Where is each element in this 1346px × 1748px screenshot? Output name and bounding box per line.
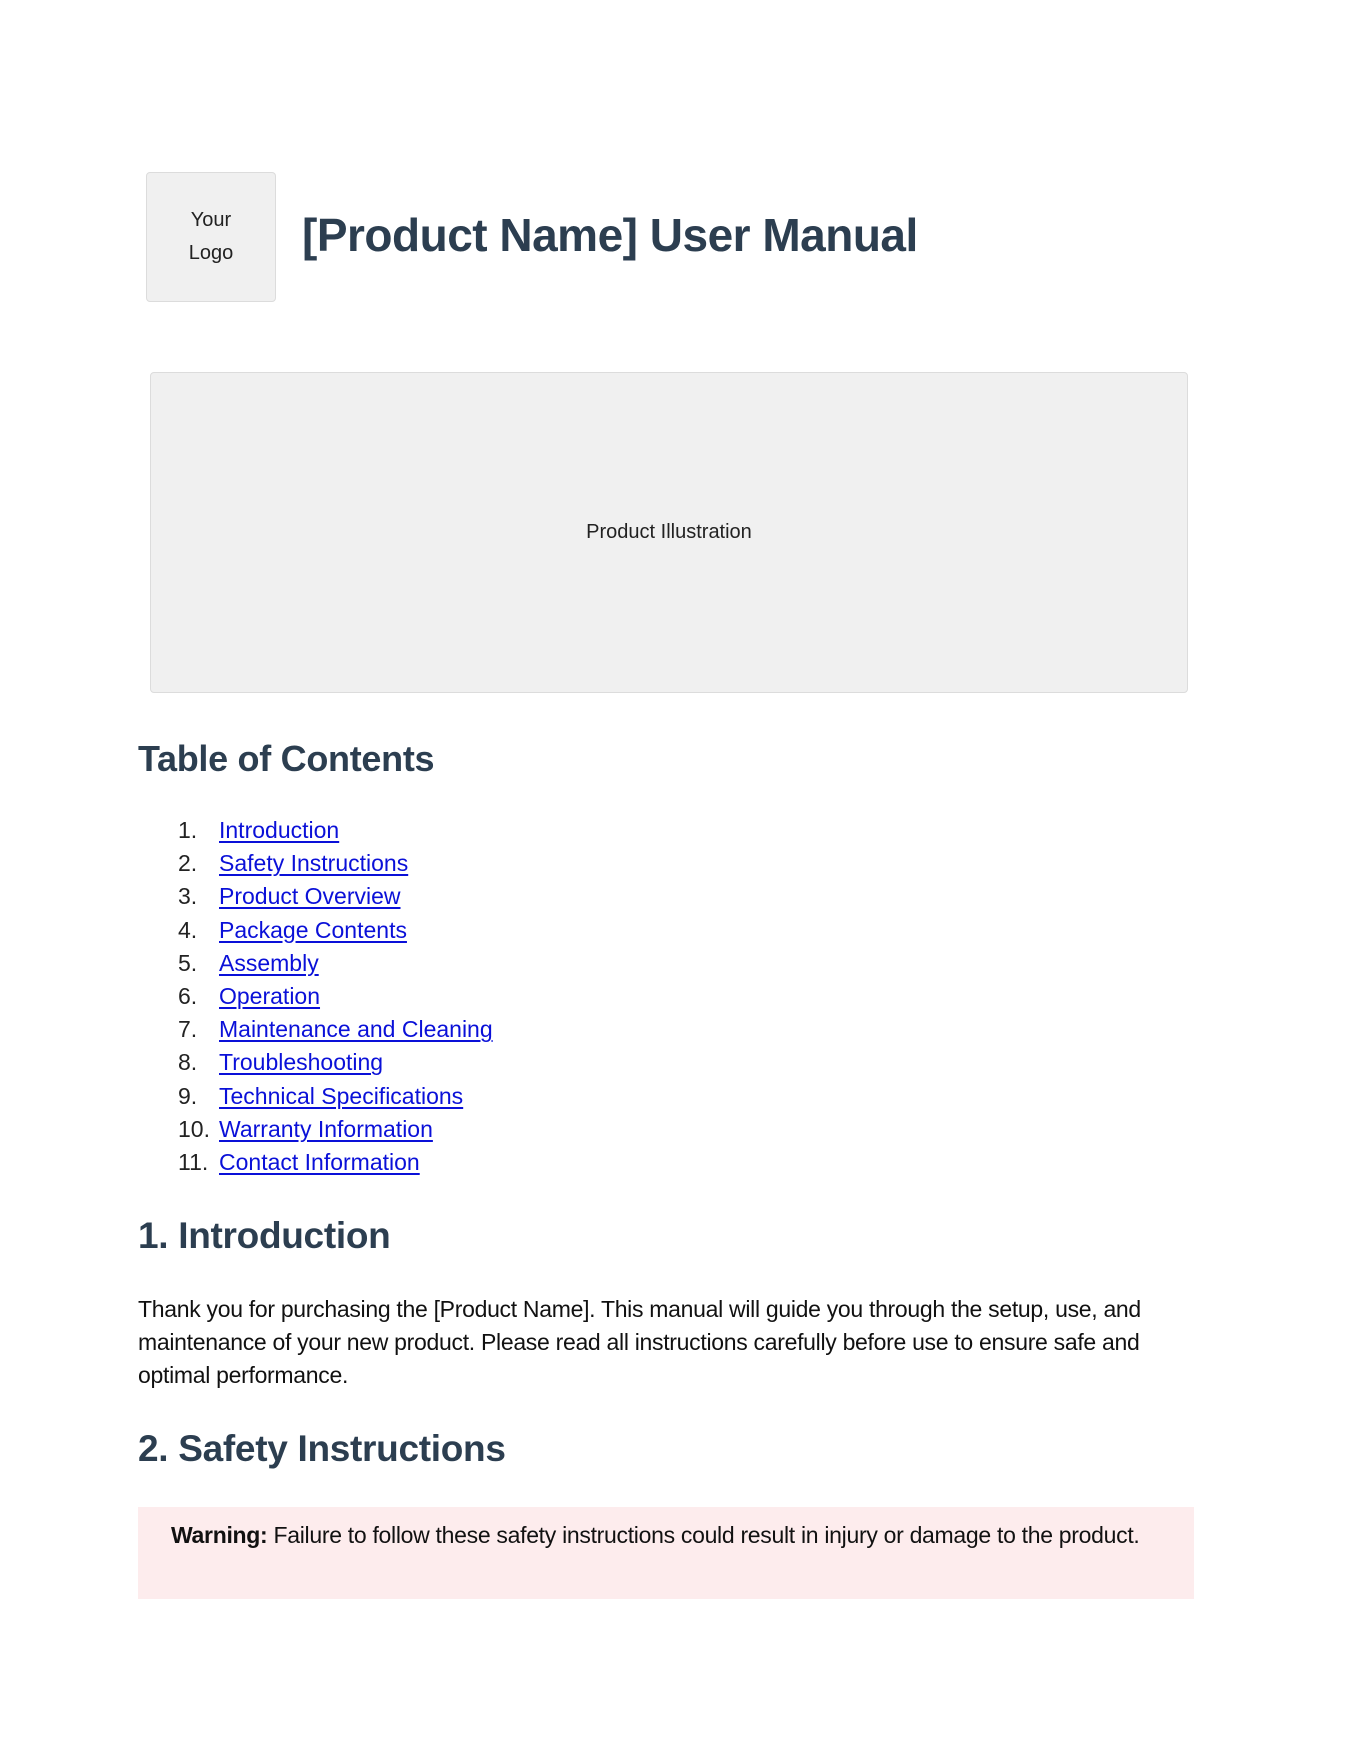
toc-item-number: 1. xyxy=(178,817,198,843)
toc-link[interactable]: Technical Specifications xyxy=(219,1082,464,1109)
toc-link[interactable]: Safety Instructions xyxy=(219,850,409,877)
toc-item xyxy=(178,1046,493,1079)
toc-item xyxy=(178,1013,493,1046)
table-of-contents xyxy=(178,814,493,1179)
product-illustration-placeholder xyxy=(150,372,1188,693)
toc-item-number: 8. xyxy=(178,1049,198,1076)
toc-item xyxy=(178,914,493,947)
toc-link[interactable]: Product Overview xyxy=(219,883,401,910)
toc-item-number: 6. xyxy=(178,982,198,1009)
toc-link[interactable]: Contact Information xyxy=(219,1148,420,1175)
page-title: [Product Name] User Manual xyxy=(302,209,918,261)
toc-item-number: 4. xyxy=(178,916,198,943)
toc-item xyxy=(178,1113,493,1146)
toc-link[interactable]: Warranty Information xyxy=(219,1115,433,1142)
illustration-label: Product Illustration xyxy=(586,521,752,543)
warning-callout xyxy=(138,1507,1194,1599)
toc-item-number: 7. xyxy=(178,1016,198,1043)
toc-item-number: 9. xyxy=(178,1082,198,1109)
toc-link[interactable]: Troubleshooting xyxy=(219,1049,384,1076)
toc-link[interactable]: Operation xyxy=(219,982,321,1009)
introduction-paragraph: Thank you for purchasing the [Product Name]. This manual will guide you through the setup, use, and maintenance of your new product. Please read all instructions carefully before use to ensure safe and optimal performance. xyxy=(138,1296,1141,1388)
toc-item xyxy=(178,1080,493,1113)
toc-item-number: 5. xyxy=(178,949,198,976)
toc-link[interactable]: Assembly xyxy=(219,949,319,976)
warning-label: Warning: xyxy=(171,1522,268,1548)
logo-text-line1: Your xyxy=(190,209,232,231)
toc-item-number: 3. xyxy=(178,883,198,910)
toc-item xyxy=(178,814,493,847)
introduction-heading: 1. Introduction xyxy=(138,1215,391,1256)
safety-heading: 2. Safety Instructions xyxy=(138,1428,506,1469)
toc-item xyxy=(178,847,493,880)
toc-heading: Table of Contents xyxy=(138,738,435,779)
logo-placeholder xyxy=(146,172,276,302)
toc-link[interactable]: Introduction xyxy=(219,817,340,843)
toc-link[interactable]: Package Contents xyxy=(219,916,407,943)
toc-item xyxy=(178,980,493,1013)
toc-item-number: 10. xyxy=(178,1115,210,1142)
toc-item xyxy=(178,1146,493,1179)
toc-item xyxy=(178,880,493,913)
toc-item-number: 2. xyxy=(178,850,198,877)
warning-text: Failure to follow these safety instructions could result in injury or damage to the product. xyxy=(267,1522,1140,1548)
logo-text-line2: Logo xyxy=(188,242,234,264)
toc-item xyxy=(178,947,493,980)
toc-item-number: 11. xyxy=(178,1148,209,1175)
toc-link[interactable]: Maintenance and Cleaning xyxy=(219,1016,493,1043)
